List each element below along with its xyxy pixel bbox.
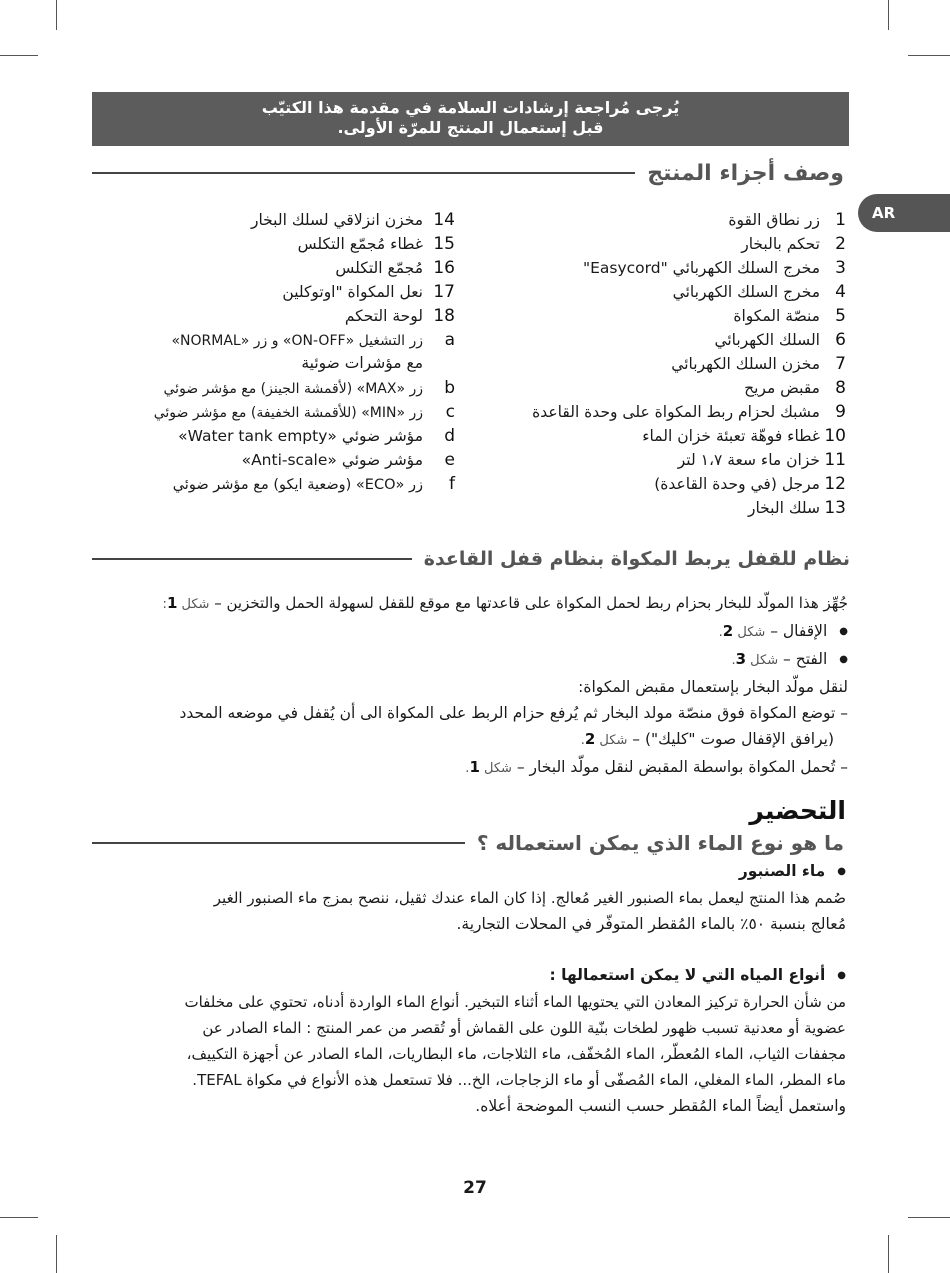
lock-intro: جُهِّز هذا المولّد للبخار بحزام ربط لحمل المكواة على قاعدتها مع موقع للقفل لسهولة الحمل والتخزين – شكل 1: bbox=[162, 594, 848, 612]
lock-bullet: ● الإقفال – شكل 2. bbox=[88, 618, 848, 646]
list-item: f زر «ECO» (وضعية ايكو) مع مؤشر ضوئي bbox=[172, 474, 455, 494]
list-item: d مؤشر ضوئي «Water tank empty» bbox=[178, 426, 455, 446]
list-item: 13 سلك البخار bbox=[747, 498, 846, 518]
heading-rule bbox=[92, 172, 635, 174]
unlock-bullet: ● الفتح – شكل 3. bbox=[88, 646, 848, 674]
list-item: 4 مخرج السلك الكهربائي bbox=[672, 282, 846, 302]
crop-mark bbox=[908, 1217, 950, 1218]
crop-mark bbox=[888, 1235, 889, 1273]
preparation-heading: التحضير bbox=[749, 796, 846, 825]
parts-section-title: وصف أجزاء المنتج bbox=[647, 160, 844, 186]
water-type-title: ما هو نوع الماء الذي يمكن استعماله ؟ bbox=[476, 831, 844, 855]
heading-rule bbox=[92, 558, 412, 560]
banner-line-2: قبل إستعمال المنتج للمرّة الأولى. bbox=[337, 118, 604, 137]
list-item: a زر التشغيل «ON-OFF» و زر «NORMAL» bbox=[171, 330, 455, 350]
list-item: 6 السلك الكهربائي bbox=[714, 330, 846, 350]
list-item: 18 لوحة التحكم bbox=[344, 306, 455, 326]
list-item: 15 غطاء مُجمّع التكلس bbox=[297, 234, 455, 254]
list-item: c زر «MIN» (للأقمشة الخفيفة) مع مؤشر ضوئي bbox=[153, 402, 455, 422]
transport-step-2: – تُحمل المكواة بواسطة المقبض لنقل مولّد البخار – شكل 1. bbox=[465, 758, 848, 776]
list-item: 11 خزان ماء سعة ١،٧ لتر bbox=[677, 450, 846, 470]
lock-section-body bbox=[88, 590, 848, 782]
crop-mark bbox=[0, 1217, 38, 1218]
page-number: 27 bbox=[463, 1178, 487, 1198]
safety-banner bbox=[92, 92, 849, 146]
tap-water-section bbox=[86, 858, 846, 937]
tap-water-line-1: صُمم هذا المنتج ليعمل بماء الصنبور الغير مُعالج. إذا كان الماء عندك ثقيل، ننصح بمزج ماء الصنبور الغير bbox=[213, 889, 846, 907]
crop-mark bbox=[888, 0, 889, 30]
list-item: 1 زر نطاق القوة bbox=[728, 210, 846, 230]
list-item: 2 تحكم بالبخار bbox=[741, 234, 846, 254]
transport-step-1b: (يرافق الإقفال صوت "كليك") – شكل 2. bbox=[580, 730, 834, 748]
banner-line-1: يُرجى مُراجعة إرشادات السلامة في مقدمة هذا الكتيّب bbox=[261, 98, 680, 117]
crop-mark bbox=[56, 0, 57, 30]
transport-instruction: لنقل مولّد البخار بإستعمال مقبض المكواة: bbox=[578, 678, 848, 696]
list-item: 9 مشبك لحزام ربط المكواة على وحدة القاعدة bbox=[532, 402, 846, 422]
tap-water-line-2: مُعالج بنسبة ٥٠٪ بالماء المُقطر المتوفّر في المحلات التجارية. bbox=[456, 915, 846, 933]
list-item: 5 منصّة المكواة bbox=[733, 306, 846, 326]
list-item: 3 مخرج السلك الكهربائي "Easycord" bbox=[582, 258, 846, 278]
parts-section-heading bbox=[92, 156, 844, 190]
list-item: e مؤشر ضوئي «Anti-scale» bbox=[241, 450, 455, 470]
list-item: مع مؤشرات ضوئية bbox=[301, 354, 423, 372]
lock-section-title: نظام للقفل يربط المكواة بنظام قفل القاعدة bbox=[423, 548, 850, 570]
avoid-water-title: ● أنواع المياه التي لا يمكن استعمالها : bbox=[86, 962, 846, 989]
crop-mark bbox=[0, 55, 38, 56]
list-item: 8 مقبض مريح bbox=[744, 378, 846, 398]
avoid-water-line-3: مجففات الثياب، الماء المُعطّر، الماء المُخفّف، ماء الثلاجات، ماء البطاريات، الماء الصادر عن أجهزة التكييف، bbox=[186, 1045, 846, 1063]
transport-step-1: – توضع المكواة فوق منصّة مولد البخار ثم يُرفع حزام الربط على المكواة الى أن يُقفل في موضعه المحدد bbox=[179, 704, 848, 722]
avoid-water-line-5: واستعمل أيضاً الماء المُقطر حسب النسب الموضحة أعلاه. bbox=[475, 1097, 846, 1115]
list-item: 17 نعل المكواة "اوتوكلين bbox=[282, 282, 455, 302]
list-item: b زر «MAX» (لأقمشة الجينز) مع مؤشر ضوئي bbox=[163, 378, 455, 398]
list-item: 7 مخزن السلك الكهربائي bbox=[671, 354, 846, 374]
crop-mark bbox=[56, 1235, 57, 1273]
heading-rule bbox=[92, 842, 465, 844]
avoid-water-section bbox=[86, 962, 846, 1119]
list-item: 10 غطاء فوهّة تعبئة خزان الماء bbox=[642, 426, 846, 446]
crop-mark bbox=[908, 55, 950, 56]
parts-list-right bbox=[486, 210, 846, 522]
avoid-water-line-4: ماء المطر، الماء المغلي، الماء المُصفّى أو ماء الزجاجات، الخ... فلا تستعمل هذه الأنواع في مكواة TEFAL. bbox=[192, 1071, 846, 1089]
avoid-water-line-2: عضوية أو معدنية تسبب ظهور لطخات بنّية اللون على القماش أو تُقصر من عمر المنتج : الماء الصادر عن bbox=[202, 1019, 846, 1037]
language-tab: AR bbox=[858, 194, 950, 232]
list-item: 14 مخزن انزلاقي لسلك البخار bbox=[250, 210, 455, 230]
parts-list-left bbox=[95, 210, 455, 498]
tap-water-title: ● ماء الصنبور bbox=[86, 858, 846, 885]
avoid-water-line-1: من شأن الحرارة تركيز المعادن التي يحتويها الماء أثناء التبخير. أنواع الماء الواردة أدناه، تحتوي على مخلفات bbox=[184, 993, 846, 1011]
water-type-heading bbox=[92, 828, 844, 858]
lock-section-heading bbox=[92, 544, 850, 574]
list-item: 12 مرجل (في وحدة القاعدة) bbox=[654, 474, 846, 494]
list-item: 16 مُجمّع التكلس bbox=[335, 258, 455, 278]
